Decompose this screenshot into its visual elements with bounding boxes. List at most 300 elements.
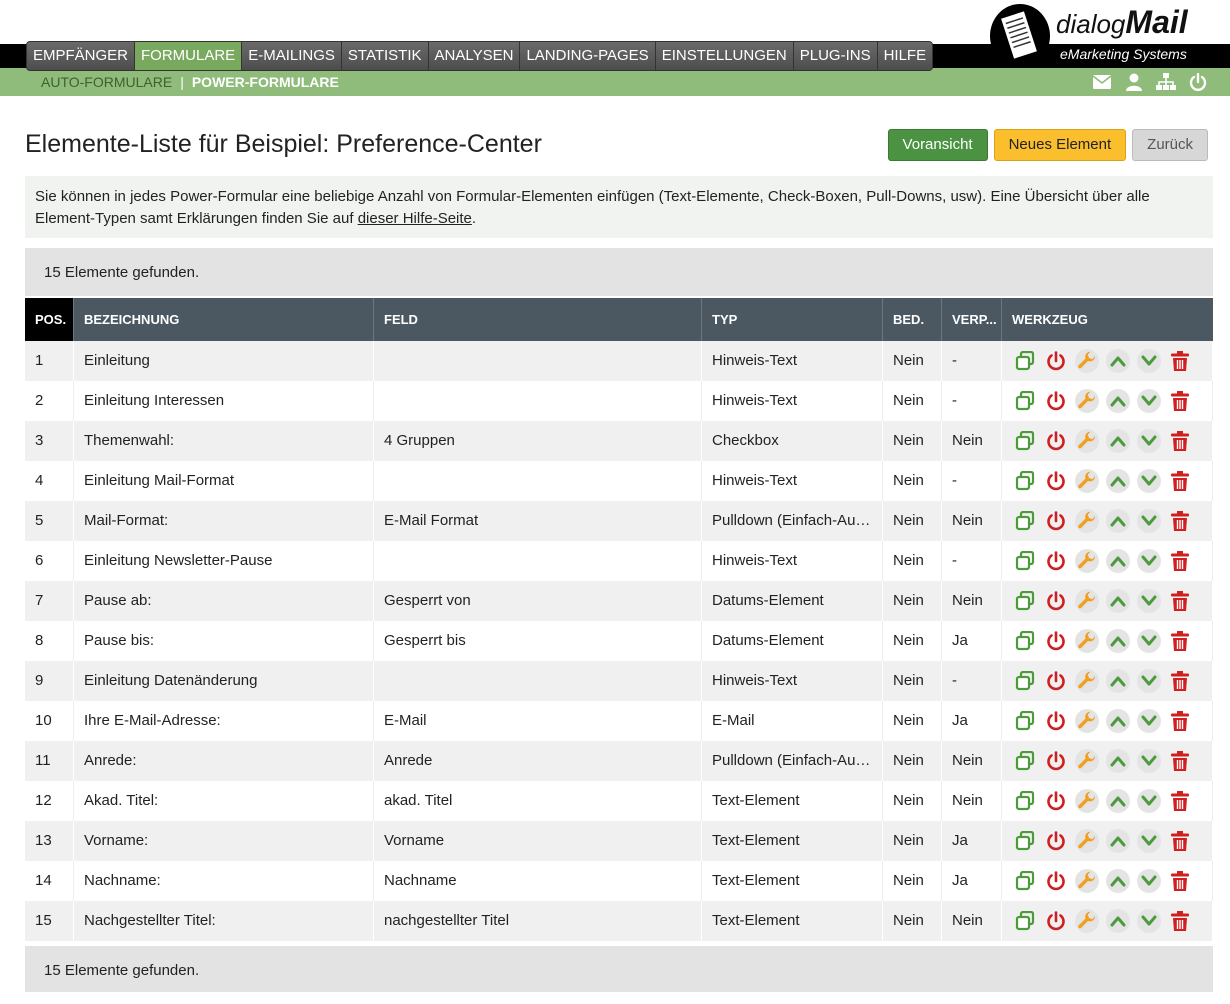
table-row	[25, 341, 1213, 381]
table-row	[25, 821, 1213, 861]
move-down-button[interactable]	[1137, 429, 1161, 453]
copy-icon	[1015, 351, 1035, 371]
cell-field: akad. Titel	[374, 781, 702, 821]
cell-pos: 5	[25, 501, 74, 541]
move-down-button[interactable]	[1137, 469, 1161, 493]
move-down-button[interactable]	[1137, 629, 1161, 653]
arrow-down-icon	[1141, 475, 1157, 487]
cell-required: Nein	[883, 701, 942, 741]
cell-tools	[1002, 381, 1213, 421]
cell-tools	[1002, 741, 1213, 781]
trash-icon	[1171, 751, 1189, 771]
cell-hidden: Nein	[942, 901, 1002, 941]
cell-required: Nein	[883, 461, 942, 501]
col-header-tools: WERKZEUG	[1012, 312, 1088, 327]
wrench-icon	[1077, 711, 1097, 731]
arrow-down-icon	[1141, 915, 1157, 927]
trash-icon	[1171, 351, 1189, 371]
cell-name: Anrede:	[74, 741, 374, 781]
arrow-down-icon	[1141, 715, 1157, 727]
cell-name: Ihre E-Mail-Adresse:	[74, 701, 374, 741]
cell-name: Akad. Titel:	[74, 781, 374, 821]
cell-pos: 7	[25, 581, 74, 621]
cell-field: nachgestellter Titel	[374, 901, 702, 941]
toggle-button[interactable]	[1044, 549, 1068, 573]
wrench-icon	[1077, 351, 1097, 371]
wrench-icon	[1077, 431, 1097, 451]
cell-pos: 2	[25, 381, 74, 421]
power-icon	[1046, 911, 1066, 931]
cell-hidden: Nein	[942, 421, 1002, 461]
nav-item-analysen[interactable]: ANALYSEN	[429, 42, 521, 70]
copy-button[interactable]	[1013, 429, 1037, 453]
arrow-up-icon	[1110, 835, 1126, 847]
cell-field: 4 Gruppen	[374, 421, 702, 461]
move-down-button[interactable]	[1137, 389, 1161, 413]
page-actions	[888, 129, 1208, 161]
edit-button[interactable]	[1075, 669, 1099, 693]
arrow-up-icon	[1110, 515, 1126, 527]
power-icon	[1046, 551, 1066, 571]
wrench-icon	[1077, 591, 1097, 611]
edit-button[interactable]	[1075, 349, 1099, 373]
copy-button[interactable]	[1013, 469, 1037, 493]
cell-required: Nein	[883, 541, 942, 581]
logo-brand-light: dialog	[1056, 9, 1126, 39]
edit-button[interactable]	[1075, 829, 1099, 853]
nav-item-plug-ins[interactable]: PLUG-INS	[794, 42, 878, 70]
cell-hidden: -	[942, 661, 1002, 701]
cell-tools	[1002, 461, 1213, 501]
edit-button[interactable]	[1075, 589, 1099, 613]
logo-badge-icon	[990, 4, 1050, 68]
move-down-button[interactable]	[1137, 549, 1161, 573]
move-up-button[interactable]	[1106, 629, 1130, 653]
edit-button[interactable]	[1075, 389, 1099, 413]
cell-field: Gesperrt von	[374, 581, 702, 621]
move-up-button[interactable]	[1106, 749, 1130, 773]
power-icon	[1046, 391, 1066, 411]
move-up-button[interactable]	[1106, 829, 1130, 853]
cell-field	[374, 541, 702, 581]
move-up-button[interactable]	[1106, 669, 1130, 693]
arrow-down-icon	[1141, 755, 1157, 767]
move-up-button[interactable]	[1106, 549, 1130, 573]
trash-icon	[1171, 391, 1189, 411]
page-title: Elemente-Liste für Beispiel: Preference-Center	[25, 130, 542, 158]
trash-icon	[1171, 431, 1189, 451]
power-icon	[1046, 711, 1066, 731]
cell-hidden: -	[942, 381, 1002, 421]
delete-button[interactable]	[1168, 749, 1192, 773]
user-icon[interactable]	[1124, 72, 1144, 92]
delete-button[interactable]	[1168, 589, 1192, 613]
cell-name: Einleitung Newsletter-Pause	[74, 541, 374, 581]
copy-button[interactable]	[1013, 749, 1037, 773]
copy-button[interactable]	[1013, 789, 1037, 813]
elements-table	[25, 298, 1213, 941]
cell-field	[374, 461, 702, 501]
cell-tools	[1002, 661, 1213, 701]
cell-hidden: -	[942, 461, 1002, 501]
power-icon	[1046, 671, 1066, 691]
col-header-name[interactable]: BEZEICHNUNG	[74, 298, 374, 341]
col-header-field[interactable]: FELD	[374, 298, 702, 341]
logo-text	[1056, 4, 1188, 41]
move-down-button[interactable]	[1137, 709, 1161, 733]
power-icon	[1046, 471, 1066, 491]
wrench-icon	[1077, 391, 1097, 411]
arrow-up-icon	[1110, 555, 1126, 567]
cell-required: Nein	[883, 581, 942, 621]
edit-button[interactable]	[1075, 629, 1099, 653]
arrow-down-icon	[1141, 515, 1157, 527]
wrench-icon	[1077, 751, 1097, 771]
nav-item-hilfe[interactable]: HILFE	[878, 42, 933, 70]
cell-field: Gesperrt bis	[374, 621, 702, 661]
edit-button[interactable]	[1075, 789, 1099, 813]
edit-button[interactable]	[1075, 749, 1099, 773]
move-down-button[interactable]	[1137, 509, 1161, 533]
trash-icon	[1171, 831, 1189, 851]
cell-tools	[1002, 421, 1213, 461]
power-icon	[1046, 791, 1066, 811]
copy-button[interactable]	[1013, 869, 1037, 893]
cell-type: Text-Element	[702, 861, 883, 901]
table-row	[25, 621, 1213, 661]
cell-type: Datums-Element	[702, 581, 883, 621]
cell-type: Pulldown (Einfach-Au…	[702, 741, 883, 781]
logo	[990, 0, 1230, 70]
new-element-button[interactable]: Neues Element	[994, 129, 1127, 161]
move-up-button[interactable]	[1106, 349, 1130, 373]
help-page-link[interactable]: dieser Hilfe-Seite	[357, 210, 472, 227]
cell-hidden: Ja	[942, 621, 1002, 661]
cell-type: Checkbox	[702, 421, 883, 461]
col-header-pos[interactable]: POS.	[25, 298, 74, 341]
cell-pos: 8	[25, 621, 74, 661]
table-row	[25, 741, 1213, 781]
toggle-button[interactable]	[1044, 829, 1068, 853]
cell-name: Nachgestellter Titel:	[74, 901, 374, 941]
cell-name: Einleitung Interessen	[74, 381, 374, 421]
table-row	[25, 581, 1213, 621]
info-text-end: .	[471, 210, 477, 227]
power-icon	[1046, 431, 1066, 451]
copy-icon	[1015, 391, 1035, 411]
copy-button[interactable]	[1013, 629, 1037, 653]
copy-icon	[1015, 791, 1035, 811]
cell-name: Einleitung Mail-Format	[74, 461, 374, 501]
arrow-down-icon	[1141, 675, 1157, 687]
nav-item-statistik[interactable]: STATISTIK	[342, 42, 429, 70]
edit-button[interactable]	[1075, 709, 1099, 733]
mail-icon[interactable]	[1092, 72, 1112, 92]
power-icon	[1046, 751, 1066, 771]
nav-item-e-mailings[interactable]: E-MAILINGS	[242, 42, 342, 70]
cell-tools	[1002, 821, 1213, 861]
delete-button[interactable]	[1168, 389, 1192, 413]
edit-button[interactable]	[1075, 909, 1099, 933]
cell-pos: 14	[25, 861, 74, 901]
move-up-button[interactable]	[1106, 469, 1130, 493]
move-down-button[interactable]	[1137, 869, 1161, 893]
arrow-down-icon	[1141, 435, 1157, 447]
copy-button[interactable]	[1013, 389, 1037, 413]
cell-required: Nein	[883, 421, 942, 461]
table-row	[25, 861, 1213, 901]
edit-button[interactable]	[1075, 549, 1099, 573]
cell-name: Vorname:	[74, 821, 374, 861]
cell-field	[374, 381, 702, 421]
trash-icon	[1171, 791, 1189, 811]
toggle-button[interactable]	[1044, 749, 1068, 773]
col-header-type[interactable]: TYP	[702, 298, 883, 341]
cell-type: Text-Element	[702, 821, 883, 861]
delete-button[interactable]	[1168, 349, 1192, 373]
arrow-down-icon	[1141, 555, 1157, 567]
toggle-button[interactable]	[1044, 509, 1068, 533]
table-row	[25, 701, 1213, 741]
delete-button[interactable]	[1168, 869, 1192, 893]
delete-button[interactable]	[1168, 789, 1192, 813]
cell-name: Pause ab:	[74, 581, 374, 621]
cell-pos: 11	[25, 741, 74, 781]
cell-hidden: -	[942, 341, 1002, 381]
copy-icon	[1015, 871, 1035, 891]
toggle-button[interactable]	[1044, 429, 1068, 453]
move-up-button[interactable]	[1106, 429, 1130, 453]
edit-button[interactable]	[1075, 509, 1099, 533]
cell-hidden: Nein	[942, 501, 1002, 541]
copy-button[interactable]	[1013, 669, 1037, 693]
cell-pos: 13	[25, 821, 74, 861]
wrench-icon	[1077, 911, 1097, 931]
delete-button[interactable]	[1168, 829, 1192, 853]
table-row	[25, 901, 1213, 941]
power-icon	[1046, 591, 1066, 611]
cell-required: Nein	[883, 341, 942, 381]
cell-type: Hinweis-Text	[702, 541, 883, 581]
top-icons	[1092, 72, 1208, 92]
toggle-button[interactable]	[1044, 389, 1068, 413]
nav-item-landing-pages[interactable]: LANDING-PAGES	[520, 42, 655, 70]
table-row	[25, 781, 1213, 821]
cell-field: E-Mail Format	[374, 501, 702, 541]
cell-tools	[1002, 781, 1213, 821]
cell-required: Nein	[883, 781, 942, 821]
toggle-button[interactable]	[1044, 349, 1068, 373]
cell-name: Themenwahl:	[74, 421, 374, 461]
info-box	[25, 176, 1213, 238]
move-up-button[interactable]	[1106, 789, 1130, 813]
table-row	[25, 661, 1213, 701]
move-down-button[interactable]	[1137, 669, 1161, 693]
move-up-button[interactable]	[1106, 709, 1130, 733]
cell-field: Vorname	[374, 821, 702, 861]
table-row	[25, 461, 1213, 501]
cell-pos: 3	[25, 421, 74, 461]
copy-button[interactable]	[1013, 549, 1037, 573]
move-down-button[interactable]	[1137, 829, 1161, 853]
move-up-button[interactable]	[1106, 389, 1130, 413]
arrow-down-icon	[1141, 595, 1157, 607]
toggle-button[interactable]	[1044, 469, 1068, 493]
cell-name: Einleitung	[74, 341, 374, 381]
trash-icon	[1171, 551, 1189, 571]
delete-button[interactable]	[1168, 549, 1192, 573]
delete-button[interactable]	[1168, 429, 1192, 453]
toggle-button[interactable]	[1044, 709, 1068, 733]
toggle-button[interactable]	[1044, 629, 1068, 653]
arrow-down-icon	[1141, 635, 1157, 647]
back-button[interactable]: Zurück	[1132, 129, 1208, 161]
copy-icon	[1015, 831, 1035, 851]
arrow-up-icon	[1110, 675, 1126, 687]
table-body	[25, 341, 1213, 941]
edit-button[interactable]	[1075, 429, 1099, 453]
cell-hidden: Nein	[942, 741, 1002, 781]
arrow-down-icon	[1141, 395, 1157, 407]
arrow-up-icon	[1110, 795, 1126, 807]
edit-button[interactable]	[1075, 469, 1099, 493]
cell-hidden: Nein	[942, 581, 1002, 621]
copy-icon	[1015, 631, 1035, 651]
power-icon	[1046, 871, 1066, 891]
copy-icon	[1015, 471, 1035, 491]
edit-button[interactable]	[1075, 869, 1099, 893]
copy-button[interactable]	[1013, 909, 1037, 933]
move-down-button[interactable]	[1137, 749, 1161, 773]
wrench-icon	[1077, 471, 1097, 491]
delete-button[interactable]	[1168, 909, 1192, 933]
table-header	[25, 298, 1213, 341]
sitemap-icon[interactable]	[1156, 72, 1176, 92]
cell-type: Hinweis-Text	[702, 341, 883, 381]
cell-type: Datums-Element	[702, 621, 883, 661]
wrench-icon	[1077, 671, 1097, 691]
move-up-button[interactable]	[1106, 509, 1130, 533]
nav-item-formulare[interactable]: FORMULARE	[135, 42, 242, 70]
move-down-button[interactable]	[1137, 789, 1161, 813]
cell-field	[374, 341, 702, 381]
delete-button[interactable]	[1168, 669, 1192, 693]
delete-button[interactable]	[1168, 509, 1192, 533]
col-header-hidden[interactable]: VERP...	[942, 298, 1002, 341]
cell-hidden: Ja	[942, 821, 1002, 861]
main-nav	[26, 41, 933, 71]
sub-nav	[41, 74, 339, 90]
nav-item-einstellungen[interactable]: EINSTELLUNGEN	[656, 42, 794, 70]
copy-icon	[1015, 591, 1035, 611]
sub-nav-power-formulare[interactable]: POWER-FORMULARE	[191, 74, 339, 90]
delete-button[interactable]	[1168, 709, 1192, 733]
power-icon	[1046, 831, 1066, 851]
nav-item-empfaenger[interactable]: EMPFÄNGER	[27, 42, 135, 70]
toggle-button[interactable]	[1044, 869, 1068, 893]
copy-icon	[1015, 431, 1035, 451]
cell-hidden: Ja	[942, 861, 1002, 901]
cell-name: Einleitung Datenänderung	[74, 661, 374, 701]
arrow-down-icon	[1141, 835, 1157, 847]
copy-button[interactable]	[1013, 709, 1037, 733]
copy-icon	[1015, 711, 1035, 731]
table-row	[25, 541, 1213, 581]
move-up-button[interactable]	[1106, 909, 1130, 933]
cell-tools	[1002, 581, 1213, 621]
power-icon[interactable]	[1188, 72, 1208, 92]
arrow-down-icon	[1141, 355, 1157, 367]
toggle-button[interactable]	[1044, 909, 1068, 933]
move-down-button[interactable]	[1137, 589, 1161, 613]
toggle-button[interactable]	[1044, 669, 1068, 693]
move-down-button[interactable]	[1137, 909, 1161, 933]
cell-type: Text-Element	[702, 781, 883, 821]
delete-button[interactable]	[1168, 469, 1192, 493]
power-icon	[1046, 511, 1066, 531]
cell-tools	[1002, 501, 1213, 541]
delete-button[interactable]	[1168, 629, 1192, 653]
table-row	[25, 501, 1213, 541]
arrow-up-icon	[1110, 355, 1126, 367]
power-icon	[1046, 631, 1066, 651]
copy-icon	[1015, 911, 1035, 931]
table-row	[25, 421, 1213, 461]
arrow-up-icon	[1110, 915, 1126, 927]
cell-required: Nein	[883, 381, 942, 421]
trash-icon	[1171, 911, 1189, 931]
copy-icon	[1015, 671, 1035, 691]
table-row	[25, 381, 1213, 421]
copy-button[interactable]	[1013, 589, 1037, 613]
trash-icon	[1171, 711, 1189, 731]
cell-type: Hinweis-Text	[702, 461, 883, 501]
copy-button[interactable]	[1013, 829, 1037, 853]
element-count-top: 15 Elemente gefunden.	[25, 248, 1213, 296]
toggle-button[interactable]	[1044, 589, 1068, 613]
sub-nav-auto-formulare[interactable]: AUTO-FORMULARE	[41, 74, 173, 90]
cell-hidden: -	[942, 541, 1002, 581]
cell-field: E-Mail	[374, 701, 702, 741]
cell-field: Anrede	[374, 741, 702, 781]
arrow-up-icon	[1110, 635, 1126, 647]
copy-button[interactable]	[1013, 349, 1037, 373]
cell-hidden: Ja	[942, 701, 1002, 741]
move-up-button[interactable]	[1106, 589, 1130, 613]
info-text: Sie können in jedes Power-Formular eine beliebige Anzahl von Formular-Elementen einfügen (Text-Elemente, Check-Boxen, Pull-Downs, usw). Eine Übersicht über alle Element-Typen samt Erklärungen finden Sie auf	[35, 188, 1150, 227]
cell-type: Hinweis-Text	[702, 381, 883, 421]
cell-required: Nein	[883, 501, 942, 541]
cell-required: Nein	[883, 661, 942, 701]
arrow-up-icon	[1110, 715, 1126, 727]
copy-button[interactable]	[1013, 509, 1037, 533]
move-down-button[interactable]	[1137, 349, 1161, 373]
wrench-icon	[1077, 831, 1097, 851]
col-header-required[interactable]: BED.	[883, 298, 942, 341]
cell-required: Nein	[883, 821, 942, 861]
cell-pos: 6	[25, 541, 74, 581]
toggle-button[interactable]	[1044, 789, 1068, 813]
cell-type: Hinweis-Text	[702, 661, 883, 701]
trash-icon	[1171, 671, 1189, 691]
preview-button[interactable]: Voransicht	[888, 129, 988, 161]
cell-pos: 9	[25, 661, 74, 701]
cell-required: Nein	[883, 861, 942, 901]
cell-name: Nachname:	[74, 861, 374, 901]
cell-type: Text-Element	[702, 901, 883, 941]
move-up-button[interactable]	[1106, 869, 1130, 893]
arrow-up-icon	[1110, 435, 1126, 447]
